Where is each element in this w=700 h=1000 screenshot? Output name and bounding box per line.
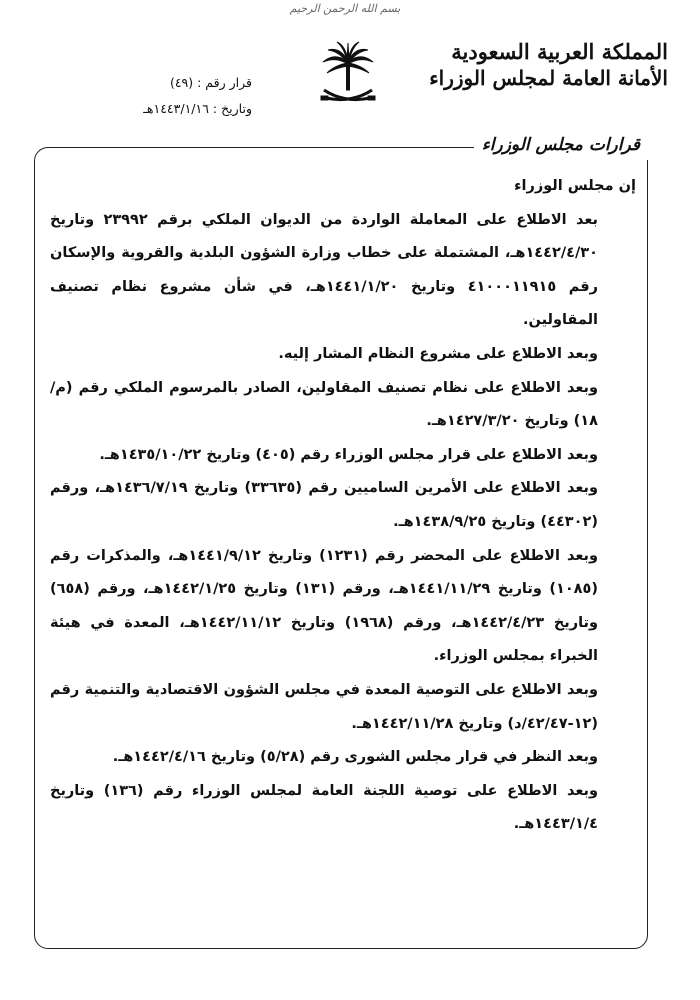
paragraph: وبعد الاطلاع على توصية اللجنة العامة لمجلس الوزراء رقم (١٣٦) وتاريخ ١٤٤٣/١/٤هـ. — [50, 782, 598, 833]
paragraph: وبعد الاطلاع على المحضر رقم (١٢٣١) وتاريخ ١٤٤١/٩/١٢هـ، والمذكرات رقم (١٠٨٥) وتاريخ ١٤٤١/١١/٢٩هـ، ورقم (١٣١) وتاريخ ١٤٤٢/١/٢٥هـ، ورقم (٦٥٨) وتاريخ ١٤٤٢/٤/٢٣هـ، ورقم (١٩٦٨) وتاريخ ١٤٤٢/١١/١٢هـ، المعدة في هيئة الخبراء بمجلس الوزراء. — [50, 547, 599, 665]
section-title: قرارات مجلس الوزراء — [474, 130, 648, 160]
header-institution — [429, 38, 668, 92]
decision-date: وتاريخ : ١٤٤٣/١/١٦هـ — [143, 101, 252, 116]
kingdom-name: المملكة العربية السعودية — [451, 39, 668, 64]
paragraph: وبعد الاطلاع على الأمرين الساميين رقم (٣٣٦٣٥) وتاريخ ١٤٣٦/٧/١٩هـ، ورقم (٤٤٣٠٢) وتاريخ ١٤٣٨/٩/٢٥هـ. — [50, 480, 599, 530]
paragraph: وبعد الاطلاع على التوصية المعدة في مجلس الشؤون الاقتصادية والتنمية رقم (١٢-٤٢/٤٧/د) وتاريخ ١٤٤٢/١١/٢٨هـ. — [50, 681, 598, 732]
paragraph: وبعد الاطلاع على مشروع النظام المشار إليه. — [278, 345, 598, 362]
secretariat-name: الأمانة العامة لمجلس الوزراء — [429, 66, 668, 90]
paragraph: وبعد الاطلاع على قرار مجلس الوزراء رقم (٤٠٥) وتاريخ ١٤٣٥/١٠/٢٢هـ. — [99, 446, 598, 463]
document-body — [50, 170, 636, 842]
decision-reference — [142, 70, 252, 122]
paragraph: وبعد النظر في قرار مجلس الشورى رقم (٥/٢٨) وتاريخ ١٤٤٢/٤/١٦هـ. — [112, 749, 598, 766]
opening-line: إن مجلس الوزراء — [514, 178, 636, 194]
decision-number: قرار رقم : (٤٩) — [169, 75, 252, 90]
paragraph: وبعد الاطلاع على نظام تصنيف المقاولين، الصادر بالمرسوم الملكي رقم (م/١٨) وتاريخ ١٤٢٧/٣/٢٠هـ. — [50, 379, 598, 430]
palm-swords-emblem-icon — [318, 40, 378, 112]
basmala: بسم الله الرحمن الرحيم — [289, 2, 401, 15]
paragraph: بعد الاطلاع على المعاملة الواردة من الديوان الملكي برقم ٢٣٩٩٢ وتاريخ ١٤٤٢/٤/٣٠هـ، المشتملة على خطاب وزارة الشؤون البلدية والقروية والإسكان رقم ٤١٠٠٠١١٩١٥ وتاريخ ١٤٤١/١/٢٠هـ، في شأن مشروع نظام تصنيف المقاولين. — [50, 211, 598, 329]
